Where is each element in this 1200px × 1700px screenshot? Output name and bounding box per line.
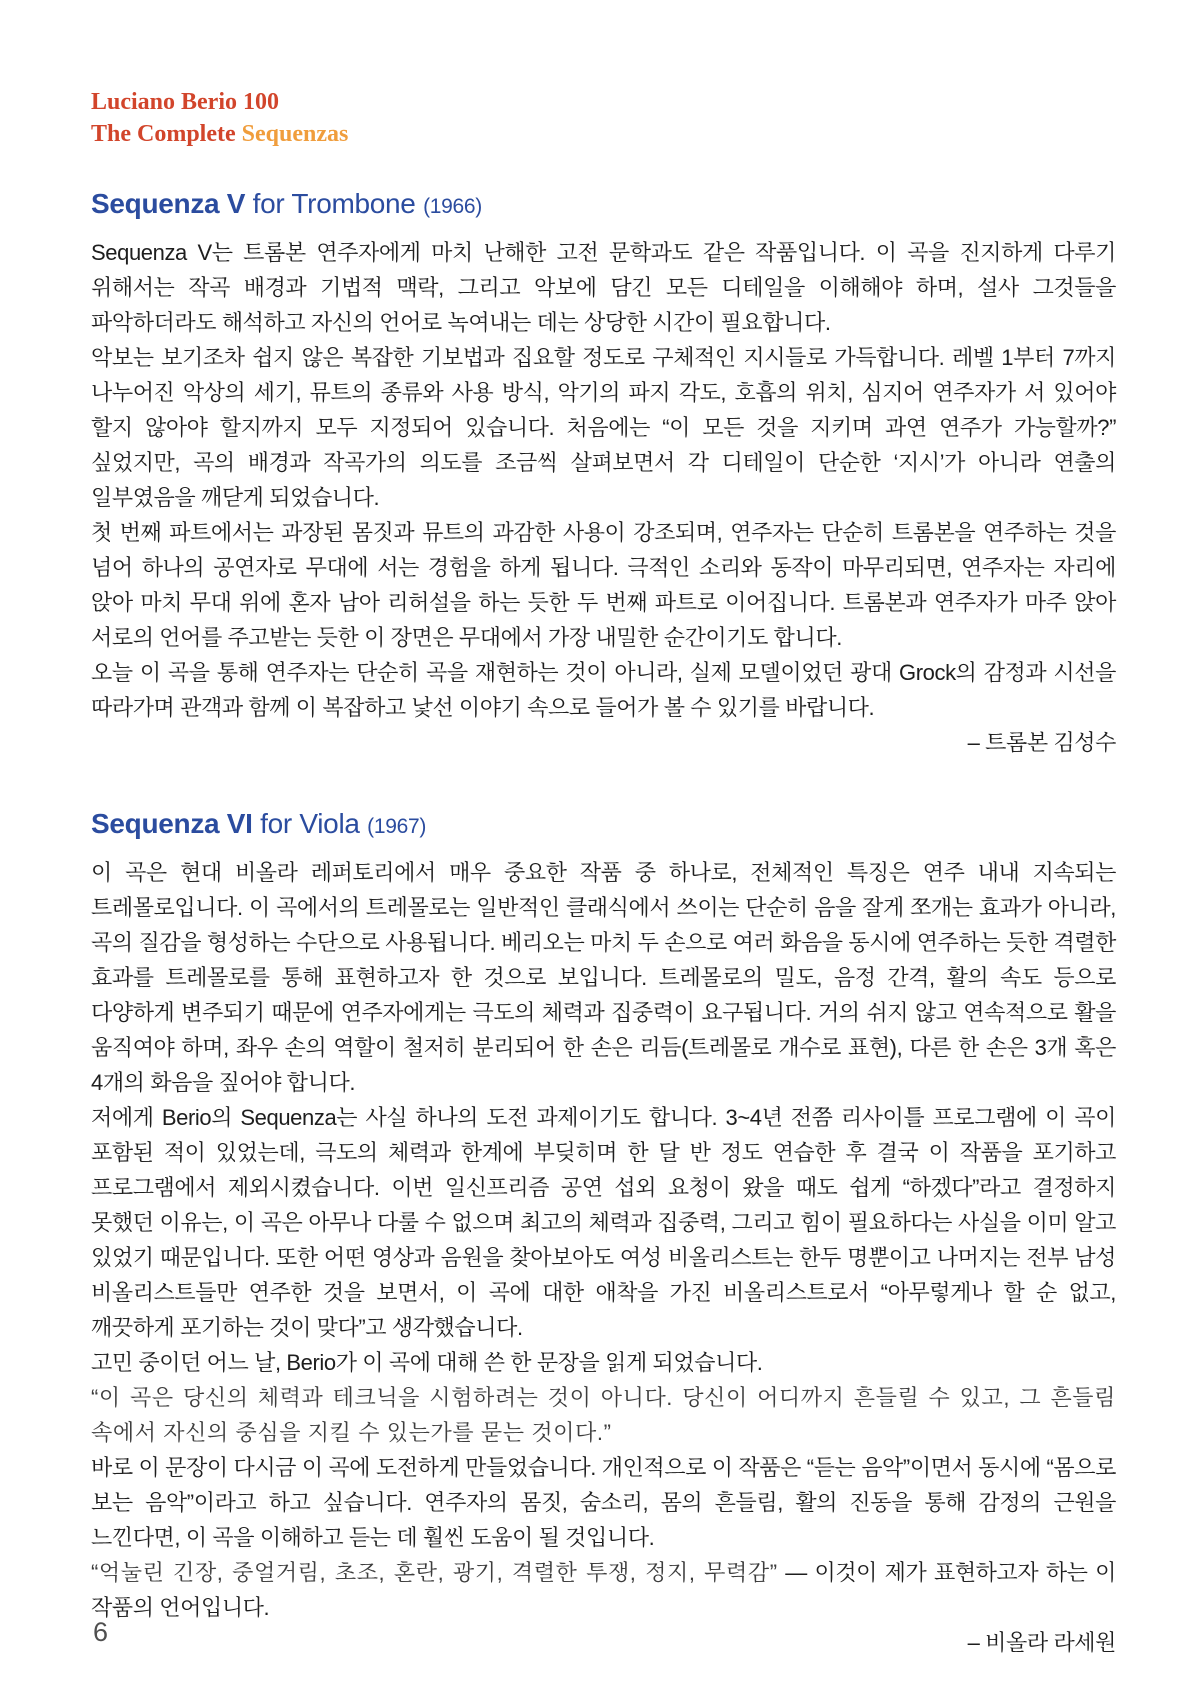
paragraph [91, 340, 1122, 515]
page-number: 6 [93, 1617, 109, 1647]
page-content [91, 86, 1123, 1660]
paragraph [91, 235, 1122, 340]
sections [91, 186, 1123, 1660]
section-title-year: (1966) [423, 195, 482, 218]
body-text: Sequenza V는 트롬본 연주자에게 마치 난해한 고전 문학과도 같은 작품입니다. 이 곡을 진지하게 다루기 위해서는 작곡 배경과 기법적 맥락, 그리고 악보에 담긴 모든 디테일을 이해해야 하며, 설사 그것들을 파악하더라도 해석하고 자신의 언어로 녹여내는 데는 상당한 시간이 필요합니다. [91, 240, 1122, 335]
paragraph [91, 1450, 1122, 1555]
section-2 [91, 806, 1123, 1660]
section-title [91, 806, 1116, 845]
brand-line2-orange: Sequenzas [241, 121, 349, 147]
paragraph [91, 855, 1122, 1100]
brand-header [91, 86, 1116, 150]
section-body [91, 235, 1122, 725]
body-text: — 이것이 제가 표현하고자 하는 이 작품의 언어입니다. [91, 1560, 1122, 1620]
section-title-name: Sequenza V [91, 188, 246, 219]
quote-text: “억눌린 긴장, 중얼거림, 초조, 혼란, 광기, 격렬한 투쟁, 정지, 무력감” [91, 1560, 778, 1585]
body-text: 오늘 이 곡을 통해 연주자는 단순히 곡을 재현하는 것이 아니라, 실제 모델이었던 광대 Grock의 감정과 시선을 따라가며 관객과 함께 이 복잡하고 낯선 이야기 속으로 들어가 볼 수 있기를 바랍니다. [91, 660, 1122, 720]
brand-line2-red: The Complete [91, 121, 242, 147]
brand-line2 [91, 118, 1116, 150]
paragraph [91, 1380, 1123, 1450]
quote-text: “이 곡은 당신의 체력과 테크닉을 시험하려는 것이 아니다. 당신이 어디까지 흔들릴 수 있고, 그 흔들림 속에서 자신의 중심을 지킬 수 있는가를 묻는 것이다.” [91, 1385, 1123, 1445]
paragraph [91, 1100, 1122, 1345]
section-body [91, 855, 1123, 1625]
section-title-instrument: for Viola [252, 808, 368, 839]
section-title [91, 186, 1116, 225]
paragraph [91, 655, 1122, 725]
body-text: 첫 번째 파트에서는 과장된 몸짓과 뮤트의 과감한 사용이 강조되며, 연주자는 단순히 트롬본을 연주하는 것을 넘어 하나의 공연자로 무대에 서는 경험을 하게 됩니다. 극적인 소리와 동작이 마무리되면, 연주자는 자리에 앉아 마치 무대 위에 혼자 남아 리허설을 하는 듯한 두 번째 파트로 이어집니다. 트롬본과 연주자가 마주 앉아 서로의 언어를 주고받는 듯한 이 장면은 무대에서 가장 내밀한 순간이기도 합니다. [91, 520, 1122, 650]
body-text: 이 곡은 현대 비올라 레퍼토리에서 매우 중요한 작품 중 하나로, 전체적인 특징은 연주 내내 지속되는 트레몰로입니다. 이 곡에서의 트레몰로는 일반적인 클래식에서 쓰이는 단순히 음을 잘게 쪼개는 효과가 아니라, 곡의 질감을 형성하는 수단으로 사용됩니다. 베리오는 마치 두 손으로 여러 화음을 동시에 연주하는 듯한 격렬한 효과를 트레몰로를 통해 표현하고자 한 것으로 보입니다. 트레몰로의 밀도, 음정 간격, 활의 속도 등으로 다양하게 변주되기 때문에 연주자에게는 극도의 체력과 집중력이 요구됩니다. 거의 쉬지 않고 연속적으로 활을 움직여야 하며, 좌우 손의 역할이 철저히 분리되어 한 손은 리듬(트레몰로 개수로 표현), 다른 한 손은 3개 혹은 4개의 화음을 짚어야 합니다. [91, 860, 1122, 1095]
body-text: 바로 이 문장이 다시금 이 곡에 도전하게 만들었습니다. 개인적으로 이 작품은 “듣는 음악”이면서 동시에 “몸으로 보는 음악”이라고 하고 싶습니다. 연주자의 몸짓, 숨소리, 몸의 흔들림, 활의 진동을 통해 감정의 근원을 느낀다면, 이 곡을 이해하고 듣는 데 훨씬 도움이 될 것입니다. [91, 1455, 1122, 1550]
section-1 [91, 186, 1122, 760]
section-title-name: Sequenza VI [91, 808, 253, 839]
attribution: – 비올라 라세원 [967, 1630, 1116, 1655]
paragraph [91, 515, 1122, 655]
paragraph [91, 1555, 1122, 1625]
attribution: – 트롬본 김성수 [967, 730, 1116, 755]
section-title-instrument: for Trombone [245, 188, 424, 219]
body-text: 악보는 보기조차 쉽지 않은 복잡한 기보법과 집요할 정도로 구체적인 지시들로 가득합니다. 레벨 1부터 7까지 나누어진 악상의 세기, 뮤트의 종류와 사용 방식, 악기의 파지 각도, 호흡의 위치, 심지어 연주자가 서 있어야 할지 않아야 할지까지 모두 지정되어 있습니다. 처음에는 “이 모든 것을 지키며 과연 연주가 가능할까?” 싶었지만, 곡의 배경과 작곡가의 의도를 조금씩 살펴보면서 각 디테일이 단순한 ‘지시’가 아니라 연출의 일부였음을 깨닫게 되었습니다. [91, 345, 1122, 510]
section-title-year: (1967) [367, 815, 427, 838]
body-text: 고민 중이던 어느 날, Berio가 이 곡에 대해 쓴 한 문장을 읽게 되었습니다. [91, 1350, 763, 1375]
brand-line1: Luciano Berio 100 [91, 89, 280, 115]
paragraph [91, 1345, 1116, 1380]
body-text: 저에게 Berio의 Sequenza는 사실 하나의 도전 과제이기도 합니다. 3~4년 전쯤 리사이틀 프로그램에 이 곡이 포함된 적이 있었는데, 극도의 체력과 한계에 부딪히며 한 달 반 정도 연습한 후 결국 이 작품을 포기하고 프로그램에서 제외시켰습니다. 이번 일신프리즘 공연 섭외 요청이 왔을 때도 쉽게 “하겠다”라고 결정하지 못했던 이유는, 이 곡은 아무나 다룰 수 없으며 최고의 체력과 집중력, 그리고 힘이 필요하다는 사실을 이미 알고 있었기 때문입니다. 또한 어떤 영상과 음원을 찾아보아도 여성 비올리스트는 한두 명뿐이고 나머지는 전부 남성 비올리스트들만 연주한 것을 보면서, 이 곡에 대한 애착을 가진 비올리스트로서 “아무렇게나 할 순 없고, 깨끗하게 포기하는 것이 맞다”고 생각했습니다. [91, 1105, 1122, 1340]
